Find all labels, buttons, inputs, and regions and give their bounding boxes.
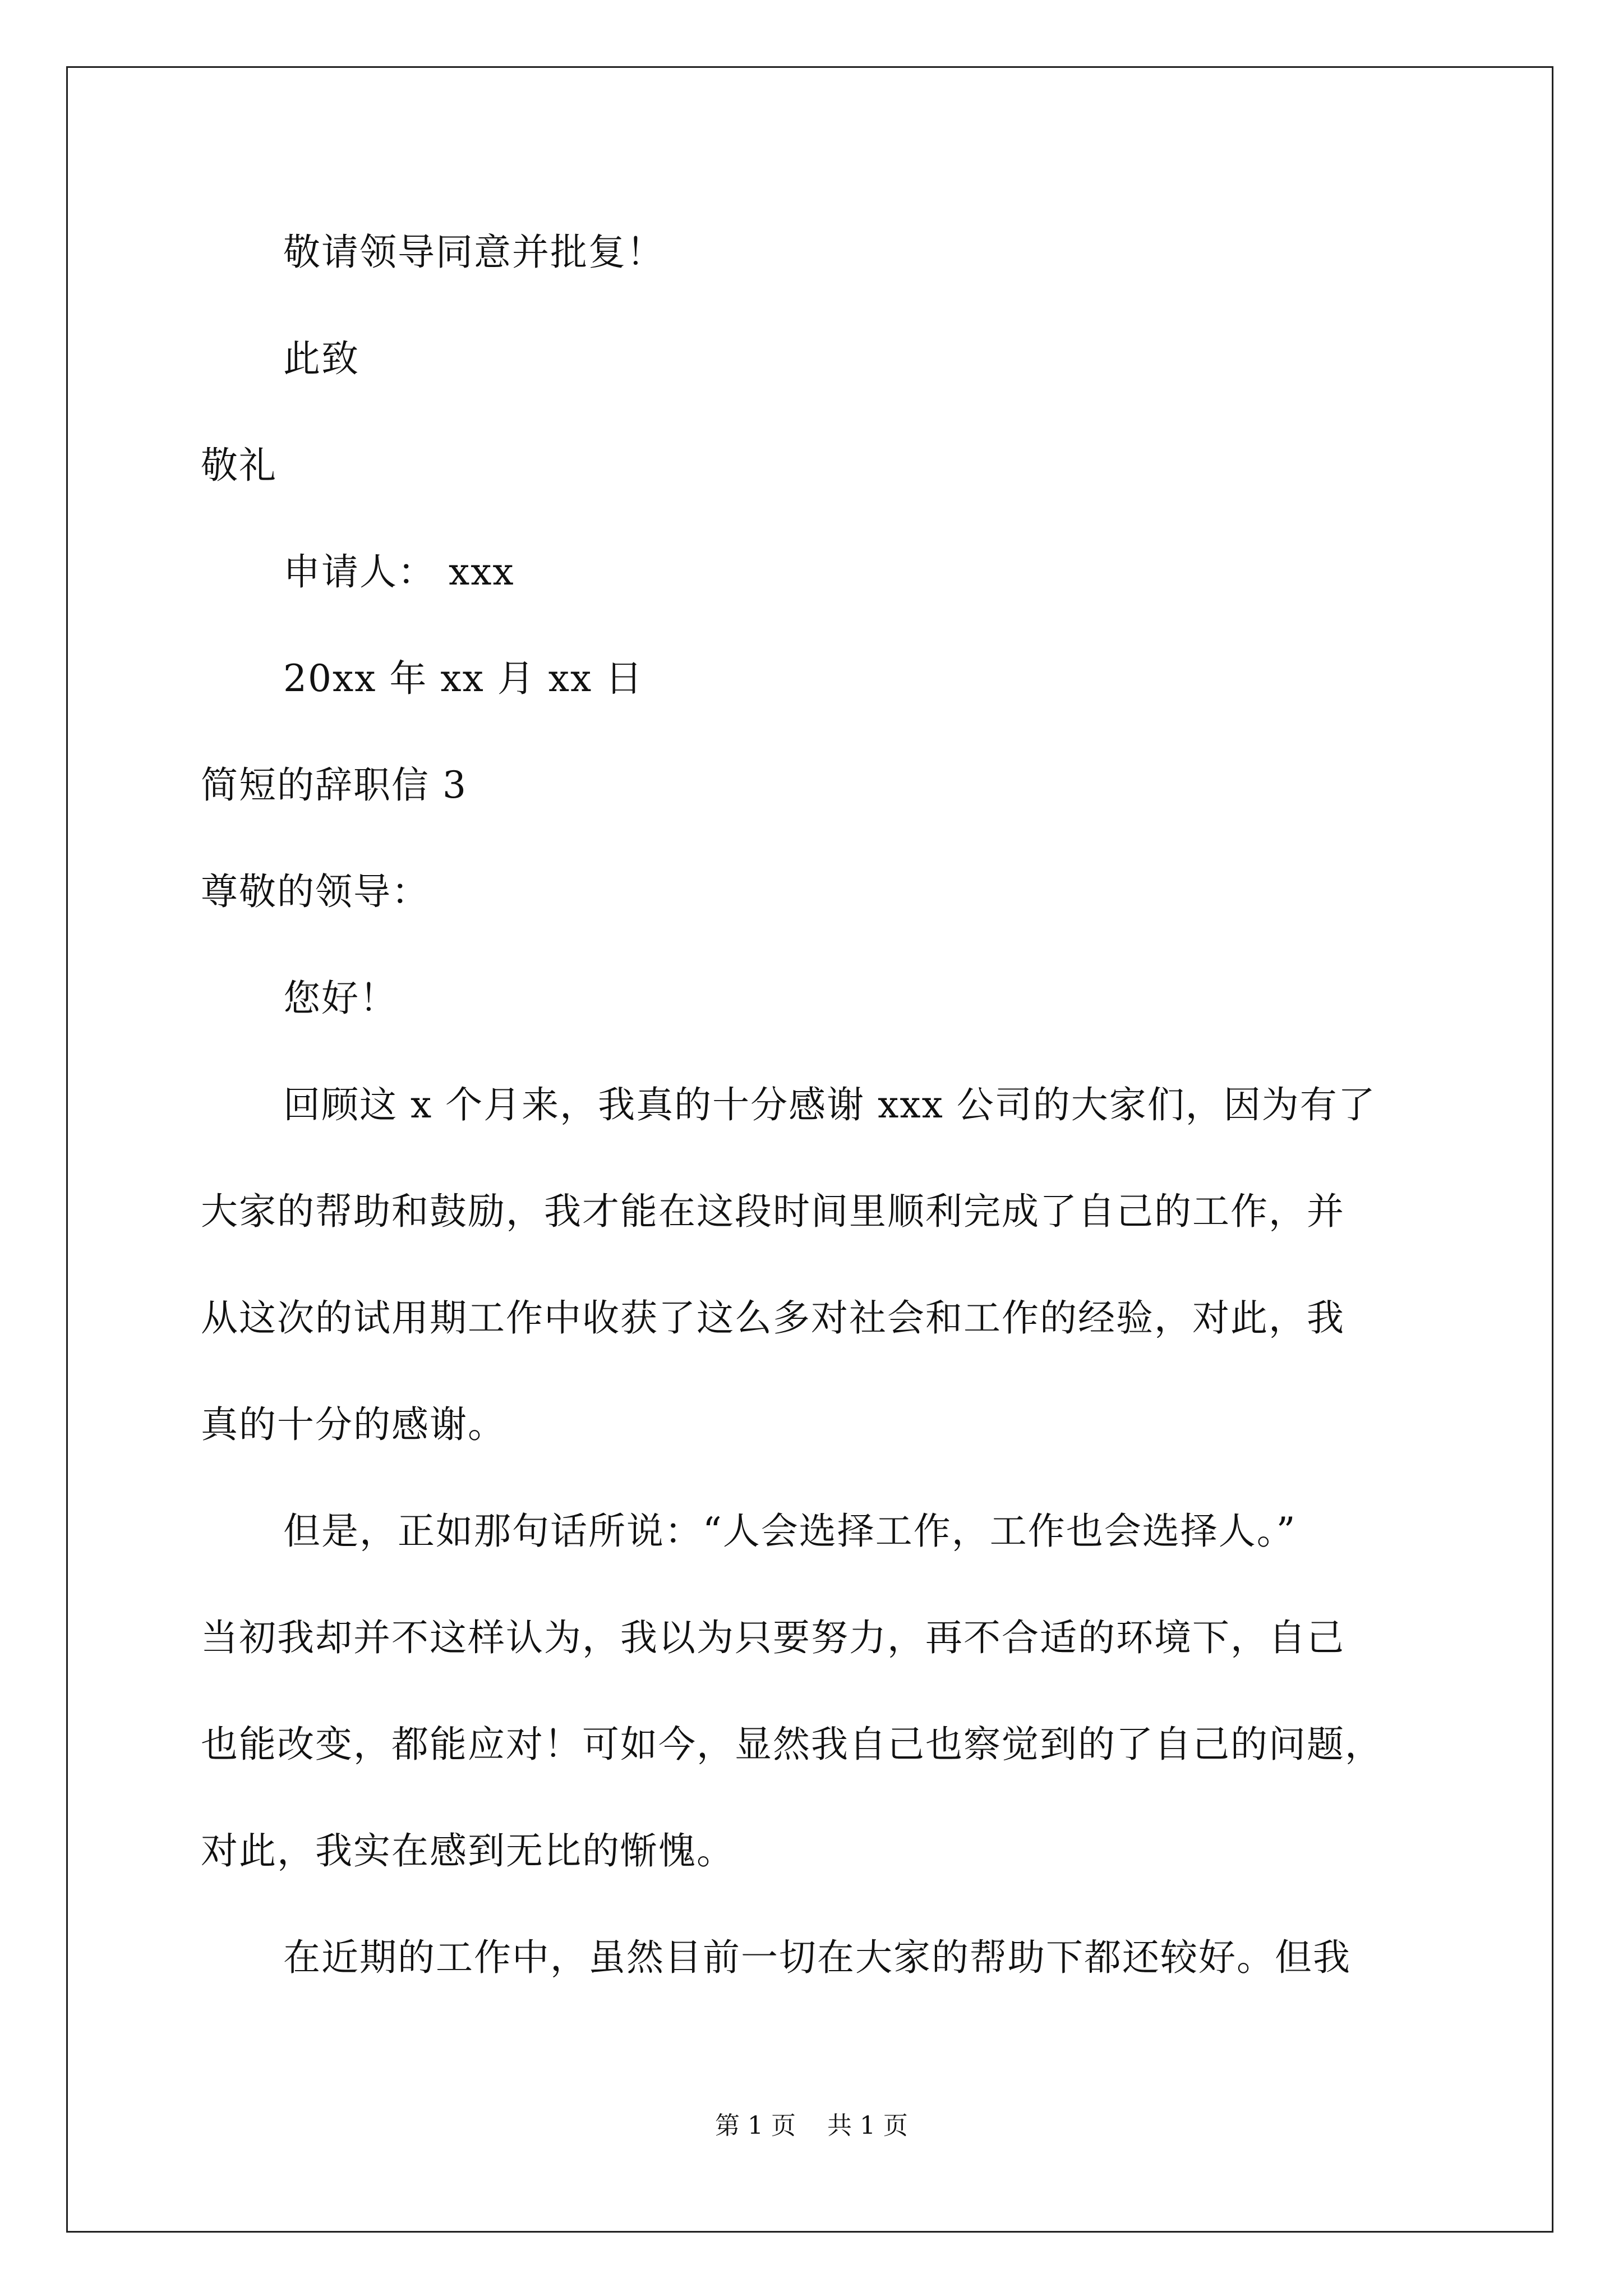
paragraph-1-line-1: 回顾这 x 个月来，我真的十分感谢 xxx 公司的大家们，因为有了 <box>283 1083 1376 1126</box>
paragraph-2-line-2: 当初我却并不这样认为，我以为只要努力，再不合适的环境下，自己 <box>201 1616 1345 1659</box>
date-line: 20xx 年 xx 月 xx 日 <box>283 657 644 700</box>
salutation-cizhi: 此致 <box>283 337 359 380</box>
section-heading: 简短的辞职信 3 <box>201 763 467 807</box>
paragraph-1-line-3: 从这次的试用期工作中收获了这么多对社会和工作的经验，对此，我 <box>201 1296 1345 1340</box>
letter-hello: 您好！ <box>283 977 398 1020</box>
paragraph-1-line-4: 真的十分的感谢。 <box>201 1403 506 1446</box>
paragraph-2-line-4: 对此，我实在感到无比的惭愧。 <box>201 1829 735 1872</box>
paragraph-3-line-1: 在近期的工作中，虽然目前一切在大家的帮助下都还较好。但我 <box>283 1936 1351 1979</box>
paragraph-2-line-3: 也能改变，都能应对！可如今，显然我自己也察觉到的了自己的问题， <box>201 1723 1383 1766</box>
applicant-line: 申请人： xxx <box>283 550 515 593</box>
paragraph-1-line-2: 大家的帮助和鼓励，我才能在这段时间里顺利完成了自己的工作，并 <box>201 1190 1345 1233</box>
page-border <box>66 66 1553 2233</box>
salutation-jingli: 敬礼 <box>201 444 277 487</box>
paragraph-2-line-1: 但是，正如那句话所说：“人会选择工作，工作也会选择人。” <box>283 1510 1297 1553</box>
page-footer: 第 1 页 共 1 页 <box>715 2111 908 2140</box>
letter-greeting: 尊敬的领导： <box>201 870 430 913</box>
closing-request: 敬请领导同意并批复！ <box>283 231 665 274</box>
